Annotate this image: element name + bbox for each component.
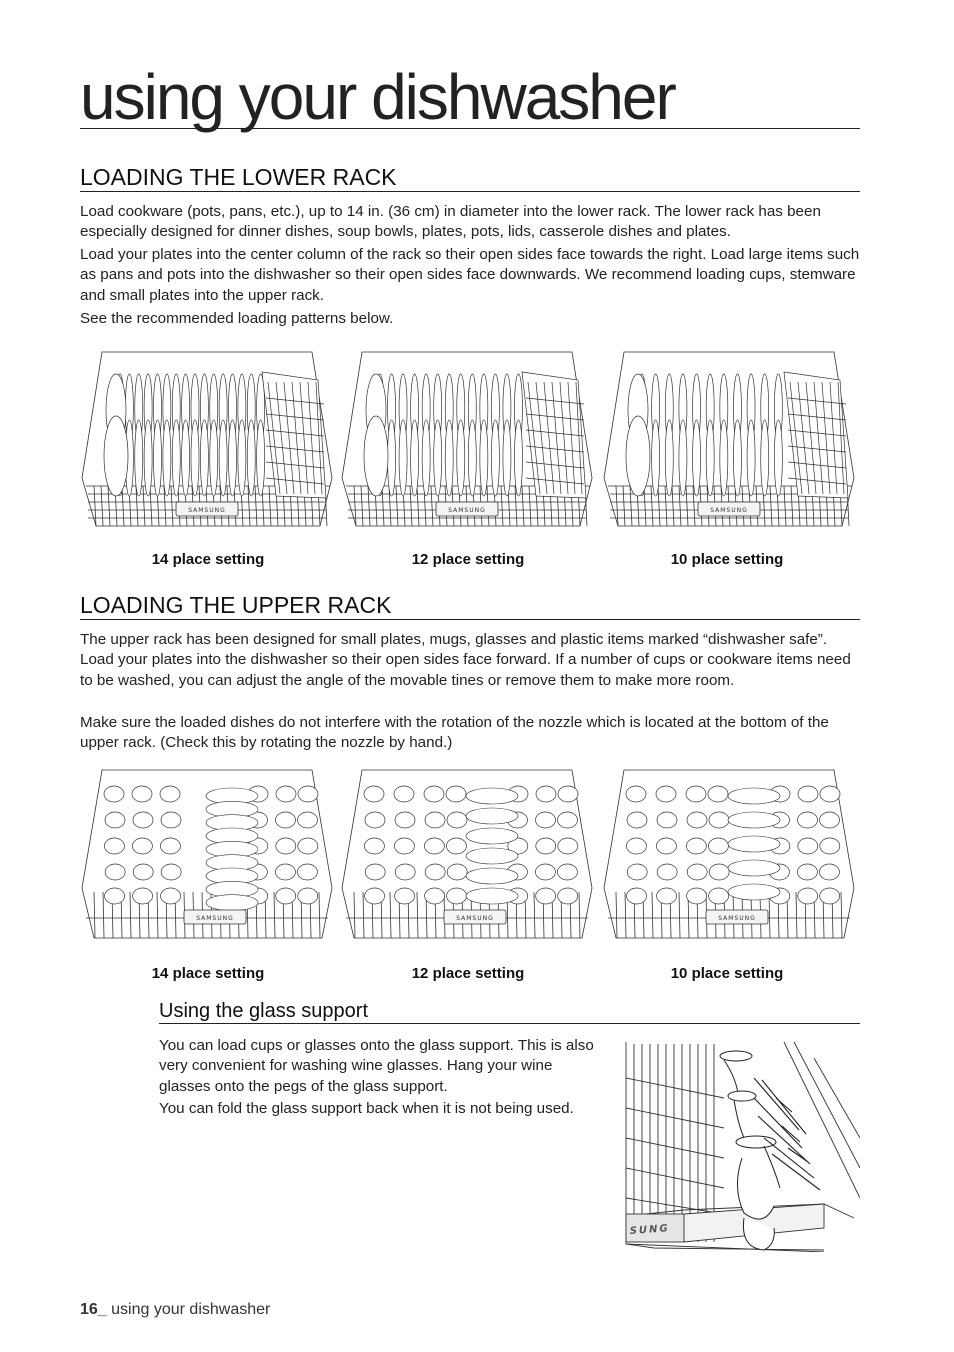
lower-rack-paragraph-3: See the recommended loading patterns below.	[80, 310, 394, 327]
brand-label	[176, 502, 238, 516]
lower-caption-10: 10 place setting	[670, 551, 784, 568]
upper-rack-heading: LOADING THE UPPER RACK	[80, 592, 860, 620]
upper-rack-10-place-illustration	[602, 764, 858, 948]
lower-rack-paragraph-1: Load cookware (pots, pans, etc.), up to 14 in. (36 cm) in diameter into the lower rack. The lower rack has been especially designed for dinner dishes, soup bowls, plates, pots, lids, casserole dishes and plates.	[80, 203, 821, 241]
upper-rack-12-place-illustration	[340, 764, 596, 948]
lower-rack-heading: LOADING THE LOWER RACK	[80, 164, 860, 192]
lower-caption-14: 14 place setting	[151, 551, 265, 568]
brand-label	[184, 910, 246, 924]
upper-rack-14-place-illustration	[80, 764, 336, 948]
upper-rack-paragraph-1: The upper rack has been designed for small plates, mugs, glasses and plastic items marked “dishwasher safe”. Load your plates into the dishwasher so their open sides face forward. If a number of cups or cookware items need to be washed, you can adjust the angle of the movable tines or remove them to make more room.	[80, 631, 851, 689]
lower-rack-12-place-illustration	[340, 338, 596, 538]
brand-label	[698, 502, 760, 516]
svg-text:SAMSUNG: SAMSUNG	[718, 915, 756, 922]
svg-text:SAMSUNG: SAMSUNG	[196, 915, 234, 922]
svg-text:SAMSUNG: SAMSUNG	[448, 507, 486, 514]
lower-caption-12: 12 place setting	[411, 551, 525, 568]
page-footer	[80, 1301, 270, 1319]
brand-label	[706, 910, 768, 924]
page-title: using your dishwasher	[80, 66, 860, 129]
brand-label	[436, 502, 498, 516]
svg-text:SAMSUNG: SAMSUNG	[188, 507, 226, 514]
upper-rack-paragraph-2: Make sure the loaded dishes do not interfere with the rotation of the nozzle which is located at the bottom of the upper rack. (Check this by rotating the nozzle by hand.)	[80, 714, 829, 752]
footer-label: using your dishwasher	[111, 1301, 271, 1318]
upper-caption-14: 14 place setting	[151, 965, 265, 982]
page-number: 16_	[80, 1301, 107, 1318]
svg-text:SAMSUNG: SAMSUNG	[456, 915, 494, 922]
svg-text:SUNG: SUNG	[629, 1223, 671, 1237]
brand-label	[444, 910, 506, 924]
lower-rack-14-place-illustration	[80, 338, 336, 538]
glass-support-paragraph-1: You can load cups or glasses onto the glass support. This is also very convenient for washing wine glasses. Hang your wine glasses onto the pegs of the glass support.	[159, 1037, 594, 1095]
glass-support-illustration	[624, 1038, 860, 1252]
lower-rack-paragraph-2: Load your plates into the center column of the rack so their open sides face towards the right. Load large items such as pans and pots into the dishwasher so their open sides face downwards. We recommend loading cups, stemware and small plates into the upper rack.	[80, 246, 860, 304]
upper-caption-12: 12 place setting	[411, 965, 525, 982]
lower-rack-10-place-illustration	[602, 338, 858, 538]
svg-text:SAMSUNG: SAMSUNG	[710, 507, 748, 514]
glass-support-paragraph-2: You can fold the glass support back when it is not being used.	[159, 1100, 574, 1117]
upper-caption-10: 10 place setting	[670, 965, 784, 982]
glass-support-heading: Using the glass support	[159, 999, 860, 1024]
